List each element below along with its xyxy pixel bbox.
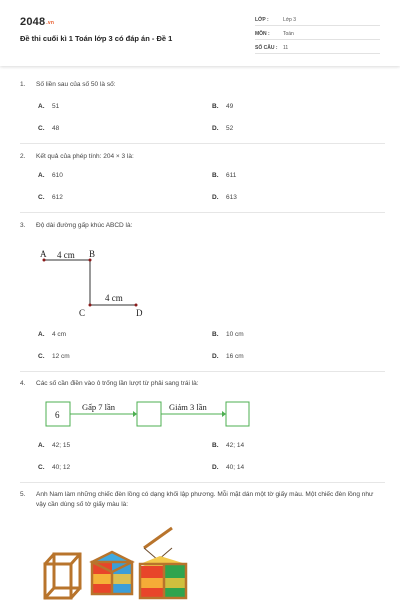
point-d [135, 304, 138, 307]
answer-option[interactable] [38, 103, 59, 110]
divider [20, 371, 385, 372]
answer-label: A. [38, 172, 45, 179]
step1-label: Gấp 7 lần [82, 402, 116, 412]
answer-value: 42; 14 [226, 442, 245, 449]
polyline-abcd-figure [30, 242, 170, 322]
blank-box-2[interactable] [226, 402, 249, 426]
answer-value: 51 [52, 103, 60, 110]
meta-key: MÔN : [255, 31, 270, 37]
answer-option[interactable] [212, 103, 233, 110]
answer-value: 49 [226, 103, 234, 110]
meta-value: Toán [283, 31, 294, 37]
answer-option[interactable] [38, 194, 63, 201]
question-number: 5. [20, 491, 26, 498]
answer-value: 40; 14 [226, 464, 245, 471]
lantern-3 [140, 528, 186, 598]
divider [20, 482, 385, 483]
arrowhead-2 [222, 411, 226, 417]
meta-key: SỐ CÂU : [255, 45, 278, 51]
length-ab: 4 cm [57, 250, 75, 260]
answer-label: A. [38, 442, 45, 449]
meta-value: Lớp 3 [283, 17, 297, 23]
answer-option[interactable] [212, 464, 244, 471]
answer-value: 48 [52, 125, 60, 132]
label-d: D [136, 308, 143, 318]
operation-chain-figure [40, 398, 255, 432]
answer-value: 40; 12 [52, 464, 71, 471]
meta-class [255, 14, 380, 26]
answer-value: 16 cm [226, 353, 244, 360]
meta-value: 11 [283, 45, 289, 51]
length-cd: 4 cm [105, 293, 123, 303]
answer-label: D. [212, 353, 219, 360]
answer-label: D. [212, 194, 219, 201]
question-text: Số liền sau của số 50 là số: [36, 81, 116, 88]
answer-option[interactable] [212, 353, 244, 360]
meta-subject [255, 28, 380, 40]
start-value: 6 [55, 410, 60, 420]
divider [20, 143, 385, 144]
arrowhead-1 [133, 411, 137, 417]
answer-label: D. [212, 464, 219, 471]
answer-label: B. [212, 331, 219, 338]
divider [20, 212, 385, 213]
answer-label: C. [38, 125, 45, 132]
answer-option[interactable] [212, 442, 244, 449]
logo-main: 2048 [20, 16, 46, 28]
answer-value: 12 cm [52, 353, 70, 360]
question-number: 4. [20, 380, 26, 387]
answer-value: 4 cm [52, 331, 67, 338]
answer-option[interactable] [38, 464, 70, 471]
question-text: Các số cần điền vào ô trống lần lượt từ phải sang trái là: [36, 380, 199, 387]
answer-option[interactable] [38, 442, 70, 449]
answer-value: 613 [226, 194, 237, 201]
answer-label: A. [38, 331, 45, 338]
answer-option[interactable] [38, 331, 66, 338]
answer-option[interactable] [212, 125, 233, 132]
answer-option[interactable] [38, 125, 59, 132]
meta-key: LỚP : [255, 17, 269, 23]
answer-value: 10 cm [226, 331, 244, 338]
question-number: 3. [20, 222, 26, 229]
answer-value: 611 [226, 172, 237, 179]
answer-value: 52 [226, 125, 234, 132]
answer-value: 612 [52, 194, 63, 201]
answer-label: B. [212, 442, 219, 449]
answer-option[interactable] [38, 172, 63, 179]
question-text: Anh Nam làm những chiếc đèn lồng có dạng khối lập phương. Mỗi mặt dán một tờ giấy màu. Một chiếc đèn lồng như vậy cần dùng số tờ giấy màu là: [36, 491, 374, 508]
meta-question-count [255, 42, 380, 54]
question-text: Kết quả của phép tính: 204 × 3 là: [36, 153, 134, 160]
blank-box-1[interactable] [137, 402, 161, 426]
answer-label: C. [38, 353, 45, 360]
label-c: C [79, 308, 86, 318]
question-text: Độ dài đường gấp khúc ABCD là: [36, 222, 133, 229]
label-b: B [89, 249, 96, 259]
site-logo[interactable] [20, 16, 54, 28]
question-number: 1. [20, 81, 26, 88]
step2-label: Giảm 3 lần [169, 402, 207, 412]
answer-label: D. [212, 125, 219, 132]
answer-label: B. [212, 172, 219, 179]
answer-value: 42; 15 [52, 442, 71, 449]
answer-label: C. [38, 464, 45, 471]
question-number: 2. [20, 153, 26, 160]
cube-frame [45, 554, 80, 598]
lantern-illustration [40, 524, 200, 600]
logo-tld: .vn [46, 20, 55, 26]
exam-title: Đề thi cuối kì 1 Toán lớp 3 có đáp án - Đề 1 [20, 34, 173, 43]
lantern-2 [92, 552, 132, 594]
answer-option[interactable] [212, 194, 237, 201]
label-a: A [40, 249, 47, 259]
exam-header [0, 0, 400, 66]
answer-option[interactable] [212, 331, 244, 338]
answer-label: C. [38, 194, 45, 201]
answer-option[interactable] [212, 172, 236, 179]
point-c [89, 304, 92, 307]
answer-label: B. [212, 103, 219, 110]
answer-value: 610 [52, 172, 63, 179]
answer-label: A. [38, 103, 45, 110]
answer-option[interactable] [38, 353, 70, 360]
